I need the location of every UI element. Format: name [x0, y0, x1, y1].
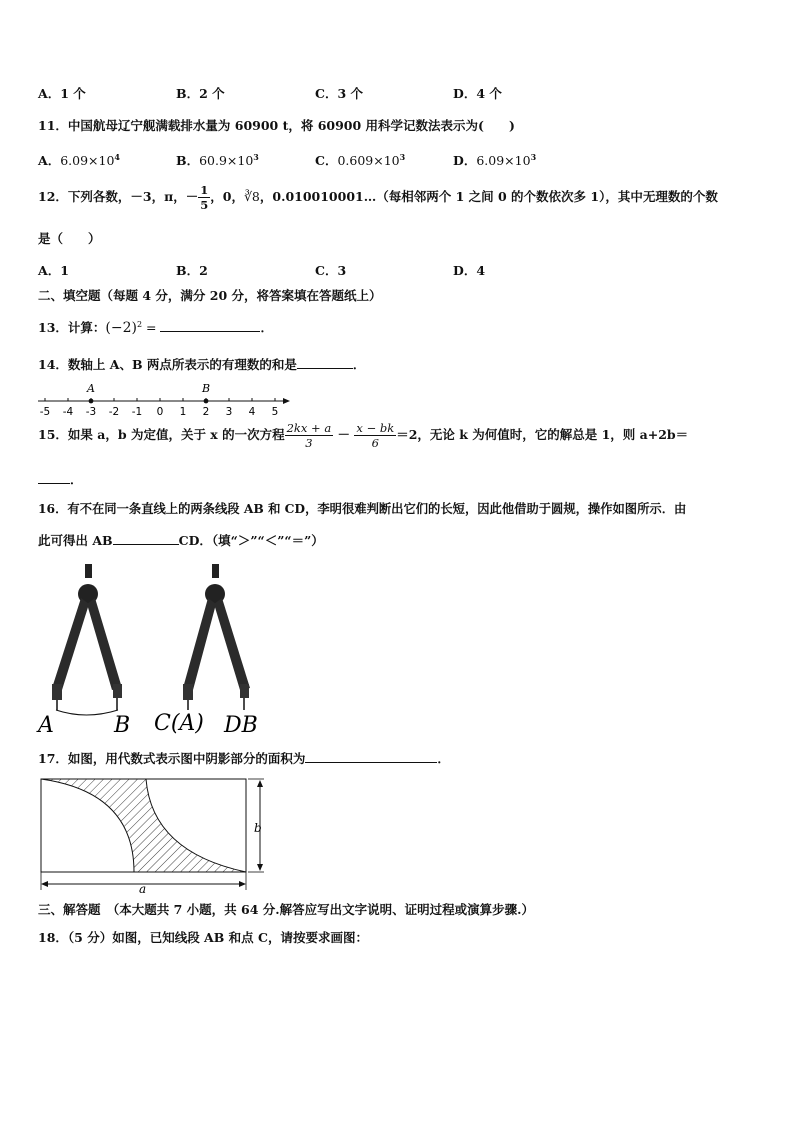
compass-figure	[34, 560, 274, 740]
section-2-heading: 二、填空题（每题 4 分，满分 20 分，将答案填在答题纸上）	[38, 288, 382, 303]
q11-option-c: C．$0.609\times 10^3$	[315, 151, 406, 168]
q17-question: 17．如图，用代数式表示图中阴影部分的面积为 ．	[38, 751, 450, 766]
q12-cube-root: ∛8	[243, 189, 260, 204]
tick-label: 0	[156, 406, 164, 418]
tick-label: -3	[85, 406, 97, 418]
q15-question: 15．如果 a，b 为定值，关于 x 的一次方程 $\frac{2kx + a}{3}$ － $\frac{x - bk}{6}$ ＝2，无论 k 为何值时，它的解总是 1，则 a+2b＝	[38, 421, 689, 450]
q10-option-c: C．3 个	[315, 86, 363, 101]
compass-left	[52, 564, 122, 715]
tick-label: -5	[39, 406, 51, 418]
section-3-heading: 三、解答题 （本大题共 7 小题，共 64 分.解答应写出文字说明、证明过程或演算步骤.）	[38, 902, 534, 917]
q14-question: 14．数轴上 A、B 两点所表示的有理数的和是 ．	[38, 357, 366, 372]
number-line	[34, 378, 294, 418]
fig-label-c-a: C(A)	[154, 711, 204, 736]
tick-label: 4	[248, 406, 256, 418]
point-b-label: B	[202, 382, 211, 395]
dimension-b-label: b	[254, 821, 262, 835]
q12-option-a: A．1	[38, 263, 69, 278]
q17-answer-blank[interactable]	[305, 750, 437, 763]
q11-option-d: D．$6.09\times 10^3$	[453, 151, 537, 168]
shaded-rectangle-figure	[34, 772, 274, 894]
q12-option-c: C．3	[315, 263, 347, 278]
q13-answer-blank[interactable]	[160, 319, 260, 332]
q12-option-d: D．4	[453, 263, 486, 278]
tick-label: 3	[225, 406, 233, 418]
dimension-a-label: a	[139, 882, 147, 894]
tick-label: -1	[131, 406, 143, 418]
fig-label-d-b: DB	[224, 713, 258, 738]
q14-answer-blank[interactable]	[297, 356, 353, 369]
q16-question-line1: 16．有不在同一条直线上的两条线段 AB 和 CD，李明很难判断出它们的长短，因此他借助于圆规，操作如图所示．由	[38, 501, 687, 516]
q10-option-d: D．4 个	[453, 86, 502, 101]
number-line-arrow	[283, 398, 290, 404]
q16-question-line2: 此可得出 AB CD．（填“＞”“＜”“＝”）	[38, 533, 324, 548]
point-b-dot	[204, 399, 209, 404]
fig-label-b: B	[114, 713, 131, 738]
q16-answer-blank[interactable]	[113, 532, 179, 545]
q18-question: 18．（5 分）如图，已知线段 AB 和点 C，请按要求画图：	[38, 930, 368, 945]
q11-option-a: A．$6.09\times 10^4$	[38, 151, 120, 168]
q12-fraction: $\frac{1}{5}$	[200, 183, 209, 212]
q11-option-b: B．$60.9\times 10^3$	[176, 151, 259, 168]
tick-label: 1	[179, 406, 187, 418]
q11-question: 11．中国航母辽宁舰满载排水量为 60900 t，将 60900 用科学记数法表示为( )	[38, 118, 515, 133]
q15-fraction-2: $\frac{x - bk}{6}$	[356, 421, 395, 450]
q10-option-a: A．1 个	[38, 86, 86, 101]
tick-label: -2	[108, 406, 120, 418]
q10-option-b: B．2 个	[176, 86, 225, 101]
point-a-dot	[89, 399, 94, 404]
fig-label-a: A	[38, 713, 54, 738]
tick-label: -4	[62, 406, 74, 418]
tick-label: 5	[271, 406, 279, 418]
q15-fraction-1: $\frac{2kx + a}{3}$	[286, 421, 332, 450]
q15-answer-blank[interactable]	[38, 471, 70, 484]
tick-label: 2	[202, 406, 210, 418]
q12-question: 12．下列各数，－3，π，－ $\frac{1}{5}$ ，0，∛8，0.010010001…（每相邻两个 1 之间 0 的个数依次多 1），其中无理数的个数	[38, 183, 718, 212]
point-a-label: A	[87, 382, 95, 395]
q13-question: 13．计算：$(-2)^2$ = ．	[38, 319, 273, 336]
q15-answer-line: ．	[38, 470, 83, 488]
compass-right	[183, 564, 250, 710]
q12-option-b: B．2	[176, 263, 208, 278]
q12-question-line2: 是（ ）	[38, 231, 101, 246]
